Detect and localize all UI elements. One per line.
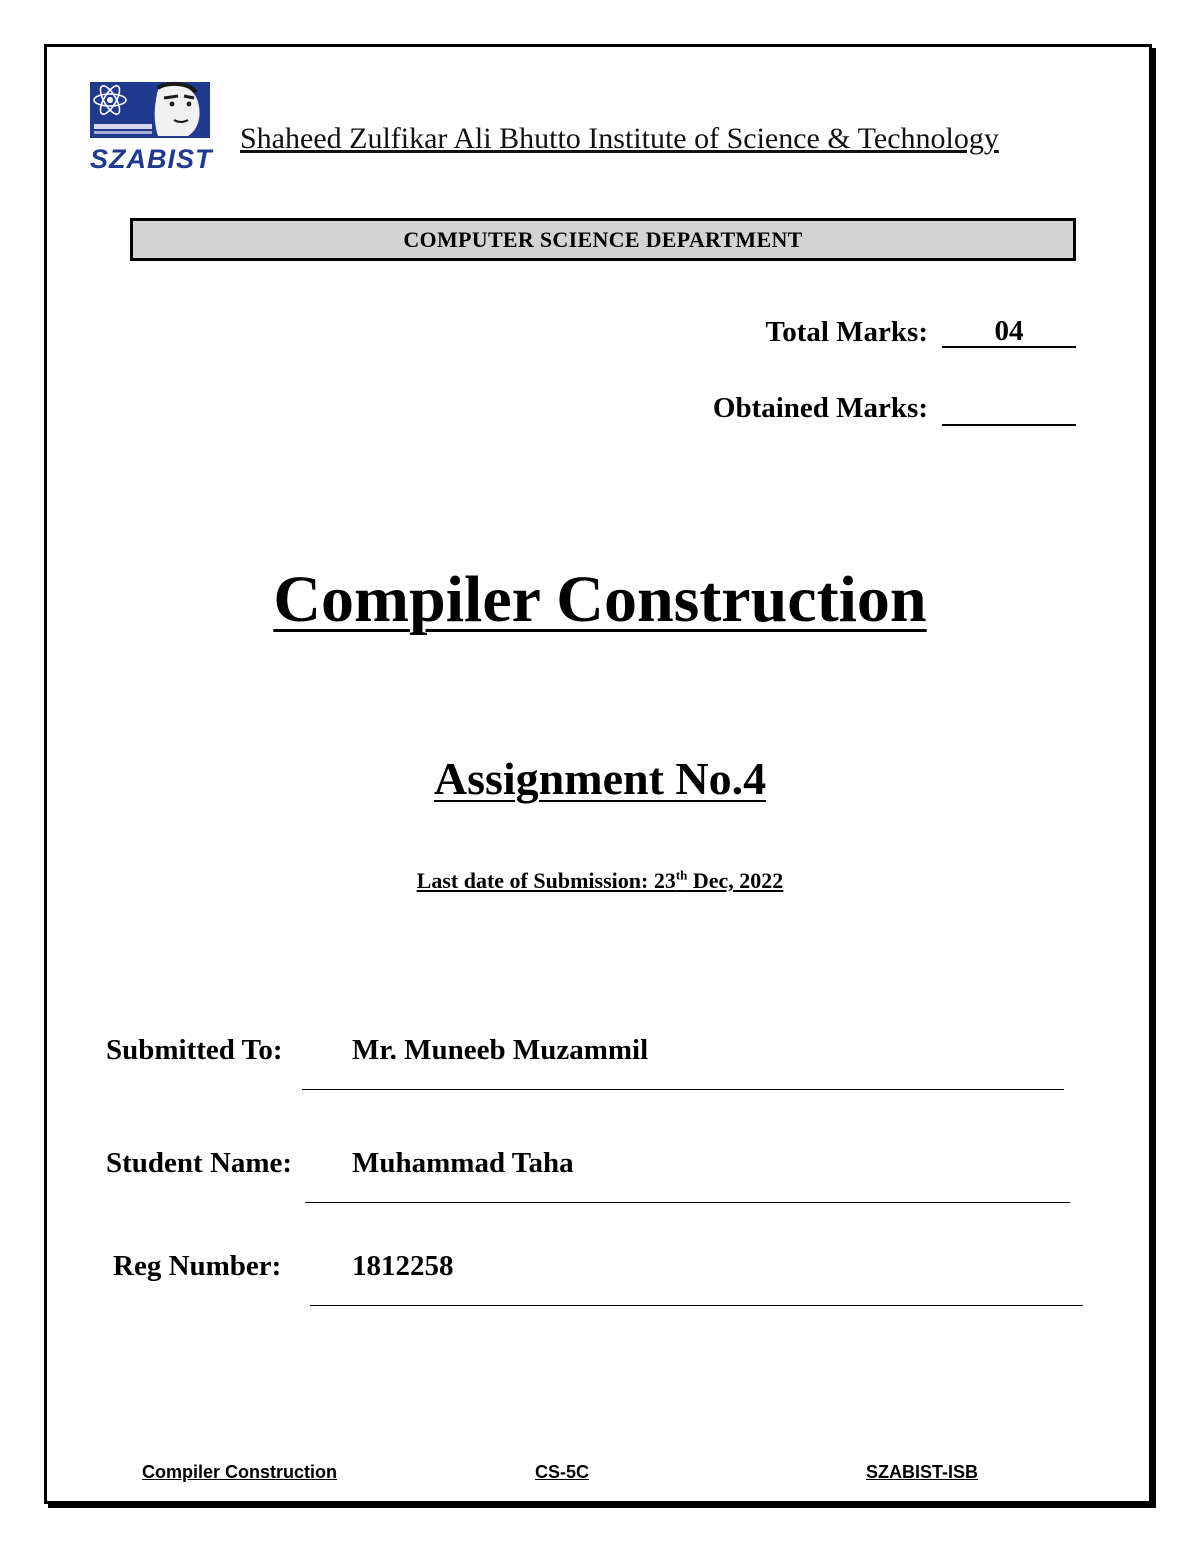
course-title	[0, 562, 1200, 638]
footer-course: Compiler Construction	[142, 1462, 338, 1482]
department-banner	[130, 218, 1076, 261]
szabist-logo	[88, 80, 212, 176]
total-marks-value: 04	[942, 316, 1076, 348]
institute-name: Shaheed Zulfikar Ali Bhutto Institute of Science & Technology	[240, 122, 999, 155]
deadline-rest: Dec, 2022	[687, 868, 784, 894]
reg-number-label: Reg Number:	[113, 1250, 282, 1282]
reg-number-value: 1812258	[352, 1250, 454, 1282]
total-marks-label: Total Marks:	[765, 316, 928, 348]
obtained-marks-label: Obtained Marks:	[712, 392, 928, 424]
department-name: COMPUTER SCIENCE DEPARTMENT	[403, 226, 803, 252]
student-name-label: Student Name:	[106, 1147, 293, 1179]
submitted-to-label: Submitted To:	[106, 1034, 283, 1066]
submission-deadline	[0, 868, 1200, 894]
deadline-prefix: Last date of Submission: 23	[416, 868, 676, 894]
submitted-to-value: Mr. Muneeb Muzammil	[352, 1034, 649, 1066]
logo-wordmark: SZABIST	[90, 144, 213, 174]
obtained-marks-field[interactable]	[942, 394, 1076, 426]
footer-section: CS-5C	[535, 1462, 590, 1482]
reg-number-underline	[310, 1305, 1083, 1306]
submitted-to-underline	[302, 1089, 1064, 1090]
footer-campus: SZABIST-ISB	[866, 1462, 979, 1482]
assignment-title-text: Assignment No.4	[433, 753, 767, 804]
deadline-ordinal: th	[675, 868, 688, 883]
student-name-underline	[305, 1202, 1070, 1203]
assignment-title	[0, 752, 1200, 805]
course-title-text: Compiler Construction	[273, 563, 927, 636]
student-name-value: Muhammad Taha	[352, 1147, 574, 1179]
